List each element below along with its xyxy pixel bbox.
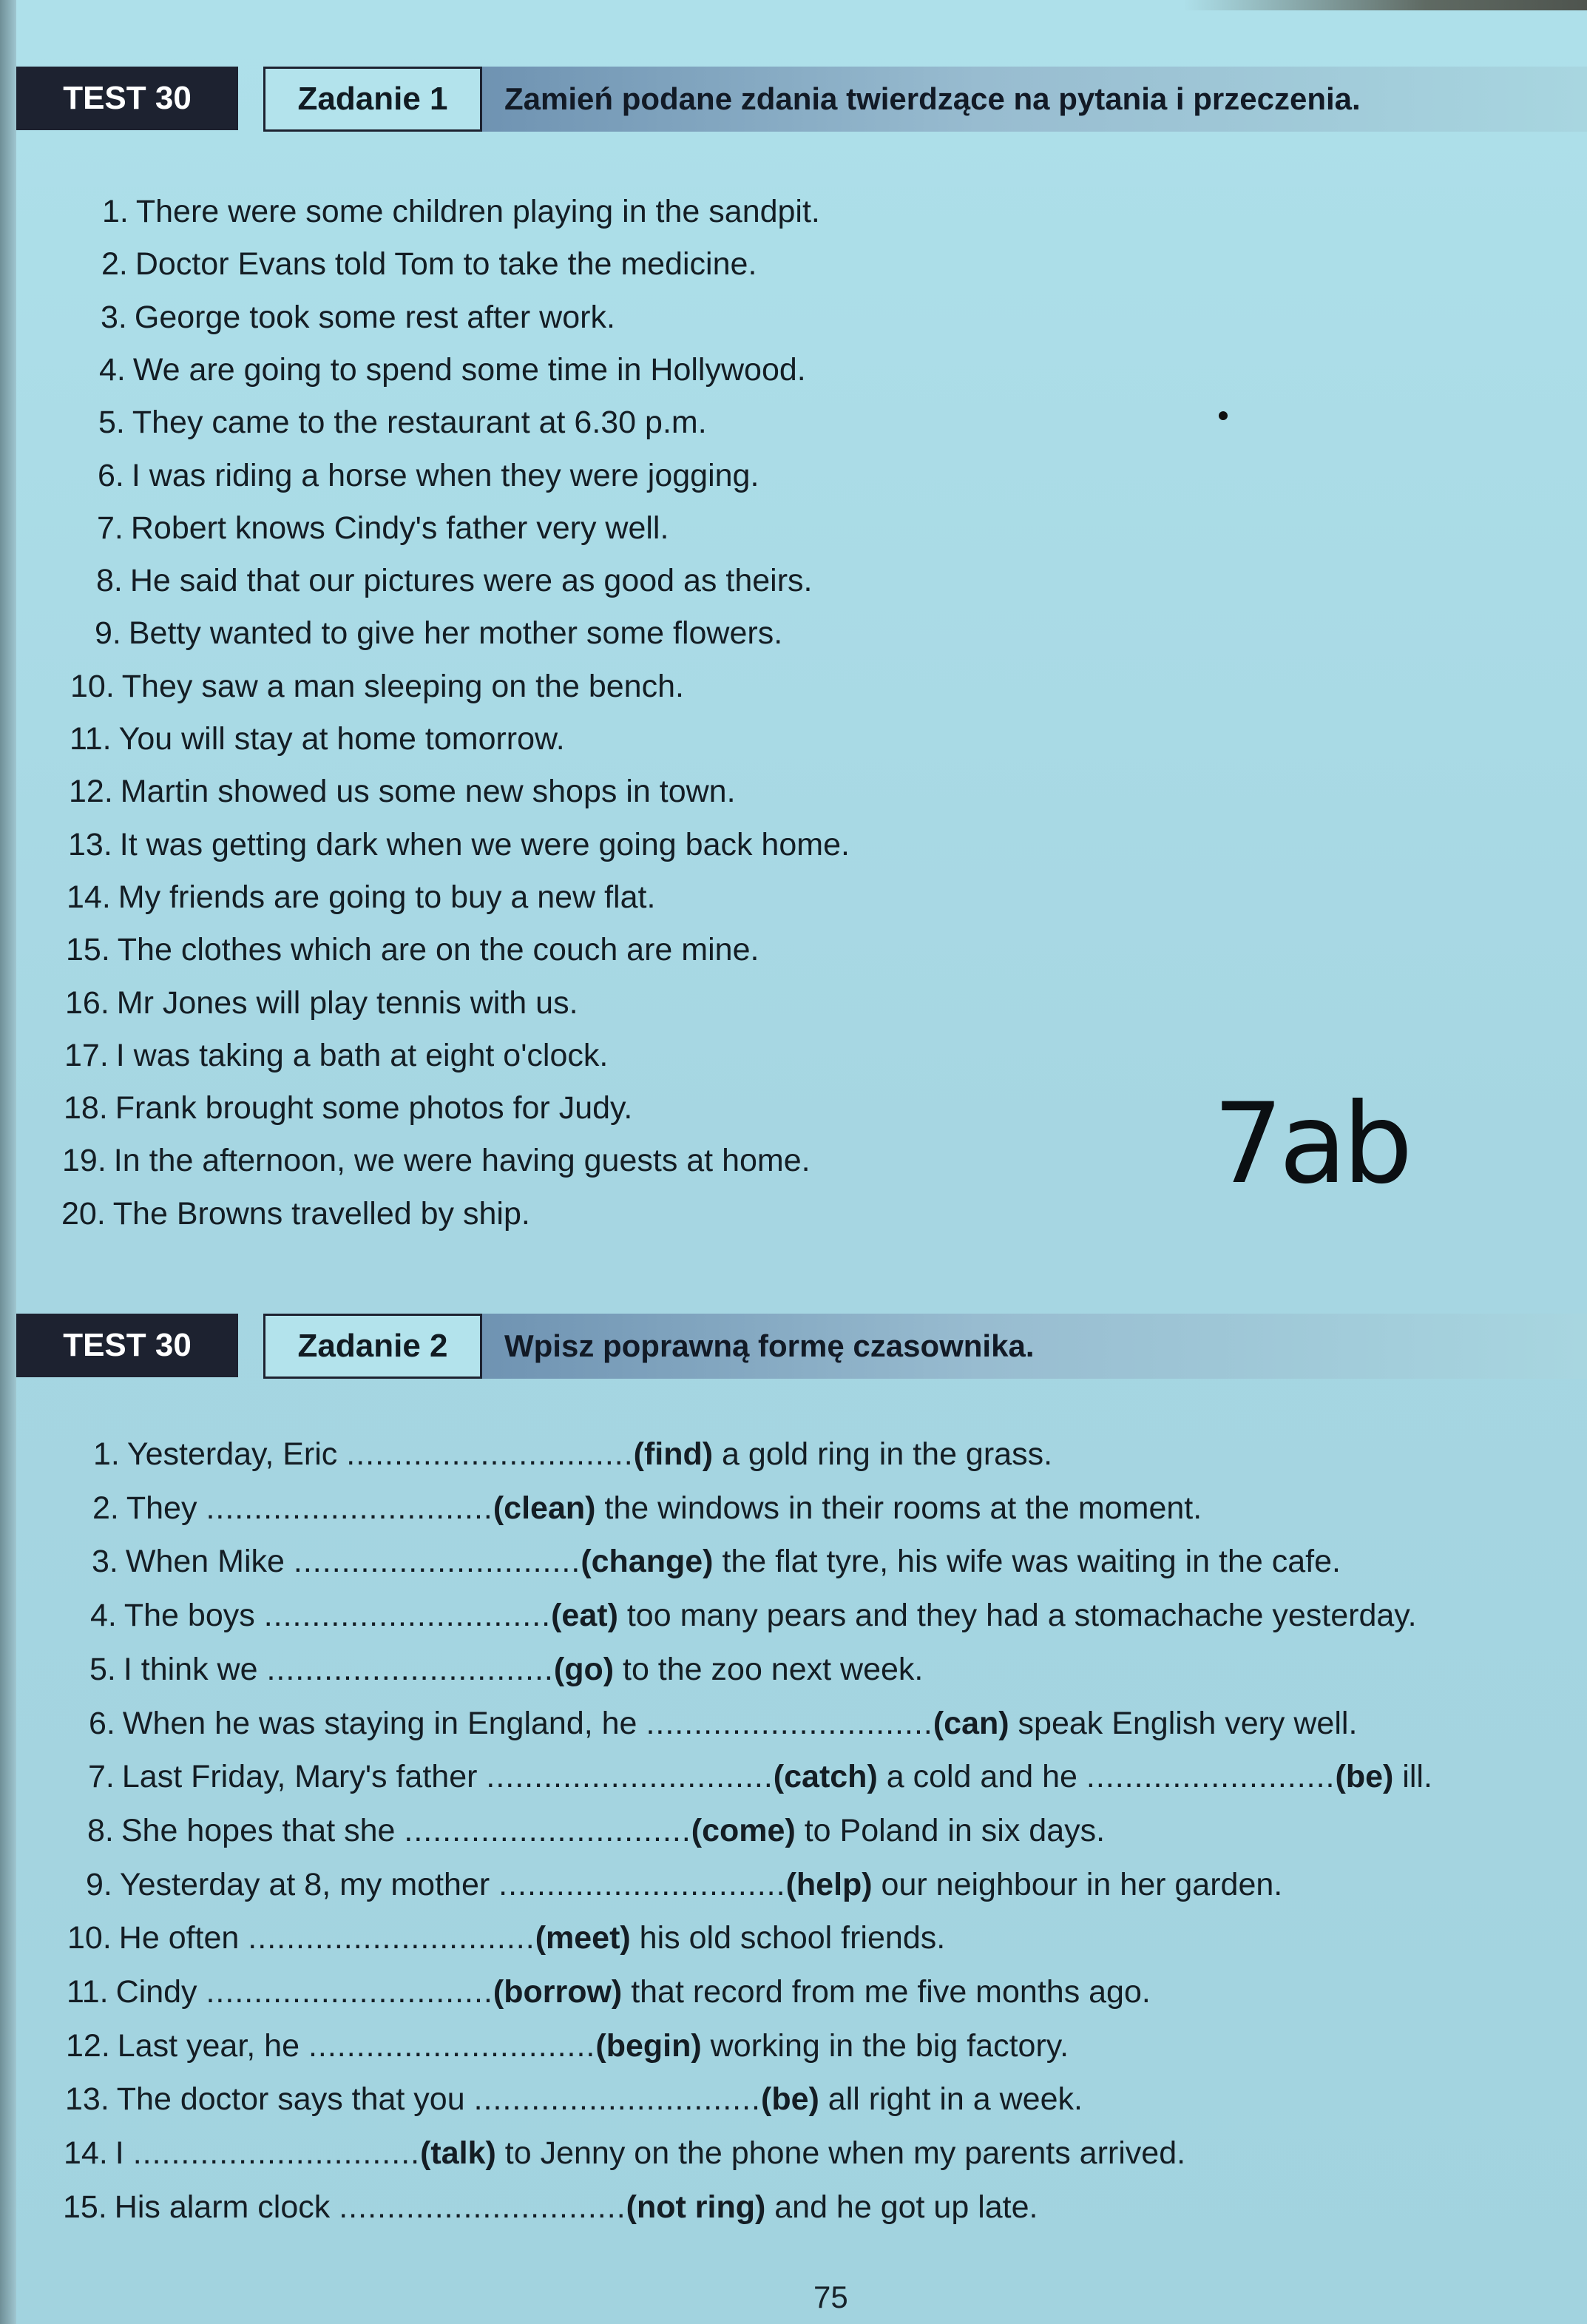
sentence-item	[70, 721, 565, 757]
item-text: There were some children playing in the sandpit.	[135, 194, 820, 229]
verb-hint: (catch)	[773, 1759, 878, 1795]
fill-in-item	[88, 1759, 1432, 1795]
verb-hint: (clean)	[493, 1490, 596, 1526]
item-after: working in the big factory.	[701, 2027, 1069, 2064]
verb-hint: (eat)	[551, 1598, 618, 1634]
answer-blank: ..............................	[339, 2189, 626, 2225]
answer-blank: ..............................	[132, 2135, 421, 2172]
answer-blank-2: ..........................	[1086, 1759, 1336, 1795]
sentence-item	[101, 300, 615, 336]
item-before: When Mike	[125, 1544, 285, 1580]
item-number: 11.	[67, 1974, 109, 2010]
verb-hint: (help)	[785, 1866, 873, 1902]
item-number: 14.	[64, 2135, 108, 2172]
fill-in-item	[67, 1974, 1151, 2010]
item-text: He said that our pictures were as good as theirs.	[129, 563, 813, 599]
item-text: Robert knows Cindy's father very well.	[130, 510, 669, 546]
item-number: 10.	[67, 1920, 112, 1956]
fill-in-item	[67, 1920, 945, 1956]
top-shadow	[1183, 0, 1587, 10]
section2-instruction: Wpisz poprawną formę czasownika.	[504, 1328, 1035, 1363]
sentence-item	[65, 985, 578, 1021]
item-text: Frank brought some photos for Judy.	[115, 1090, 633, 1126]
book-spine-edge	[0, 0, 16, 2324]
item-before: Cindy	[115, 1974, 197, 2010]
item-number: 3.	[101, 299, 127, 335]
verb-hint: (be)	[761, 2081, 819, 2118]
fill-in-item	[93, 1436, 1052, 1473]
fill-in-item	[87, 1813, 1105, 1849]
sentence-item	[98, 458, 759, 494]
fill-in-item	[90, 1598, 1417, 1634]
item-number: 15.	[66, 932, 110, 968]
fill-in-item	[86, 1867, 1282, 1903]
item-before: Last year, he	[117, 2027, 300, 2064]
sentence-item	[66, 932, 759, 968]
sentence-item	[101, 246, 757, 283]
answer-blank: ..............................	[498, 1866, 786, 1902]
answer-blank: ..............................	[646, 1705, 933, 1741]
item-text: The Browns travelled by ship.	[112, 1195, 530, 1232]
fill-in-item	[65, 2081, 1083, 2118]
section1-header	[16, 67, 1587, 133]
item-text: Mr Jones will play tennis with us.	[116, 984, 578, 1021]
section1-task-label: Zadanie 1	[263, 67, 482, 132]
fill-in-item	[66, 2028, 1069, 2064]
item-number: 2.	[101, 246, 128, 283]
sentence-item	[64, 1038, 608, 1074]
page-number: 75	[813, 2280, 848, 2314]
sentence-item	[69, 774, 736, 810]
ink-speck	[1219, 411, 1228, 420]
item-number: 4.	[90, 1598, 117, 1634]
item-number: 20.	[61, 1195, 106, 1232]
section2-header	[16, 1314, 1587, 1380]
answer-blank: ..............................	[248, 1920, 535, 1956]
item-number: 1.	[102, 194, 129, 229]
item-number: 7.	[88, 1759, 115, 1795]
item-after: all right in a week.	[819, 2081, 1083, 2118]
item-number: 5.	[98, 405, 125, 441]
item-number: 18.	[64, 1090, 108, 1126]
section2-instruction-band	[482, 1314, 1587, 1379]
item-text: You will stay at home tomorrow.	[118, 721, 565, 757]
item-number: 1.	[93, 1436, 120, 1472]
item-text: They saw a man sleeping on the bench.	[121, 668, 684, 704]
item-before: Last Friday, Mary's father	[121, 1759, 478, 1795]
item-text: Betty wanted to give her mother some flowers.	[128, 615, 783, 652]
verb-hint: (find)	[633, 1436, 714, 1472]
sentence-item	[68, 827, 850, 863]
item-number: 10.	[70, 668, 115, 704]
item-after: to the zoo next week.	[614, 1651, 924, 1687]
section2-test-label: TEST 30	[16, 1314, 238, 1377]
answer-blank: ..............................	[404, 1812, 691, 1848]
fill-in-item	[64, 2135, 1185, 2172]
item-after: too many pears and they had a stomachache yesterday.	[617, 1598, 1417, 1634]
item-number: 9.	[86, 1866, 112, 1902]
item-text: I was taking a bath at eight o'clock.	[115, 1037, 609, 1073]
item-number: 13.	[65, 2081, 109, 2118]
verb-hint: (begin)	[595, 2027, 702, 2064]
item-number: 14.	[67, 879, 111, 915]
item-after: a gold ring in the grass.	[713, 1436, 1053, 1472]
sentence-item	[96, 563, 812, 599]
item-number: 8.	[87, 1812, 114, 1848]
section2-task-label: Zadanie 2	[263, 1314, 482, 1379]
sentence-item	[67, 879, 655, 916]
item-before: His alarm clock	[114, 2189, 331, 2225]
sentence-item	[95, 615, 782, 652]
sentence-item	[62, 1143, 811, 1179]
item-number: 9.	[95, 615, 121, 652]
section1-instruction-band	[482, 67, 1587, 132]
item-after: and he got up late.	[765, 2189, 1038, 2225]
item-number: 2.	[92, 1490, 119, 1526]
item-number: 12.	[69, 774, 113, 810]
sentence-item	[64, 1090, 632, 1126]
item-before: Yesterday at 8, my mother	[119, 1866, 490, 1902]
verb-hint: (can)	[933, 1705, 1009, 1741]
item-after: to Poland in six days.	[795, 1812, 1106, 1848]
item-after: a cold and he	[877, 1759, 1077, 1795]
item-after: to Jenny on the phone when my parents arrived.	[495, 2135, 1186, 2172]
answer-blank: ..............................	[263, 1598, 552, 1634]
item-number: 17.	[64, 1037, 109, 1073]
sentence-item	[70, 669, 684, 705]
item-before: The boys	[123, 1598, 255, 1634]
item-before: They	[126, 1490, 197, 1526]
item-text: George took some rest after work.	[134, 299, 615, 335]
verb-hint: (change)	[581, 1544, 714, 1580]
answer-blank: ..............................	[486, 1759, 774, 1795]
sentence-item	[61, 1196, 530, 1232]
item-number: 7.	[97, 510, 123, 546]
item-after: his old school friends.	[630, 1920, 946, 1956]
item-after: our neighbour in her garden.	[872, 1866, 1283, 1902]
sentence-item	[102, 194, 820, 230]
answer-blank: ..............................	[206, 1490, 493, 1526]
item-after-2: ill.	[1393, 1759, 1432, 1795]
item-text: I was riding a horse when they were jogging.	[131, 457, 759, 493]
item-number: 5.	[89, 1651, 116, 1687]
verb-hint-2: (be)	[1335, 1759, 1394, 1795]
verb-hint: (borrow)	[493, 1974, 623, 2010]
verb-hint: (come)	[691, 1812, 796, 1848]
sentence-item	[97, 510, 669, 547]
item-number: 6.	[98, 457, 124, 493]
sentence-item	[98, 405, 707, 441]
item-text: We are going to spend some time in Hollywood.	[132, 351, 806, 388]
item-before: He often	[118, 1920, 240, 1956]
item-before: When he was staying in England, he	[122, 1705, 637, 1741]
item-before: Yesterday, Eric	[126, 1436, 338, 1472]
fill-in-item	[92, 1544, 1341, 1580]
item-text: Martin showed us some new shops in town.	[120, 774, 736, 810]
fill-in-item	[92, 1490, 1202, 1527]
answer-blank: ..............................	[206, 1974, 493, 2010]
item-number: 11.	[70, 721, 112, 757]
answer-blank: ..............................	[293, 1544, 581, 1580]
item-before: The doctor says that you	[116, 2081, 465, 2118]
item-before: I think we	[123, 1651, 258, 1687]
verb-hint: (meet)	[535, 1920, 631, 1956]
answer-blank: ..............................	[346, 1436, 634, 1472]
item-number: 6.	[89, 1705, 115, 1741]
item-number: 13.	[68, 826, 112, 862]
item-number: 3.	[92, 1544, 118, 1580]
verb-hint: (go)	[553, 1651, 615, 1687]
section1-instruction: Zamień podane zdania twierdzące na pytania i przeczenia.	[504, 81, 1361, 116]
item-text: It was getting dark when we were going back home.	[119, 826, 850, 862]
item-text: They came to the restaurant at 6.30 p.m.	[132, 405, 707, 441]
item-text: Doctor Evans told Tom to take the medicine.	[135, 246, 757, 283]
item-number: 8.	[96, 563, 123, 599]
item-after: the flat tyre, his wife was waiting in the cafe.	[713, 1544, 1341, 1580]
fill-in-item	[63, 2189, 1038, 2226]
answer-blank: ..............................	[266, 1651, 554, 1687]
item-number: 19.	[62, 1143, 106, 1179]
answer-blank: ..............................	[473, 2081, 761, 2118]
item-number: 12.	[66, 2027, 110, 2064]
item-after: that record from me five months ago.	[622, 1974, 1151, 2010]
handwritten-note: 7ab	[1213, 1080, 1409, 1209]
item-number: 4.	[99, 351, 126, 388]
item-after: speak English very well.	[1009, 1705, 1358, 1741]
verb-hint: (not ring)	[626, 2189, 766, 2225]
section1-test-label: TEST 30	[16, 67, 238, 130]
item-text: The clothes which are on the couch are mine.	[117, 932, 759, 968]
sentence-item	[99, 352, 806, 388]
item-before: I	[115, 2135, 124, 2172]
item-text: In the afternoon, we were having guests at home.	[113, 1143, 811, 1179]
item-before: She hopes that she	[121, 1812, 396, 1848]
fill-in-item	[89, 1652, 923, 1688]
answer-blank: ..............................	[308, 2027, 596, 2064]
fill-in-item	[89, 1706, 1357, 1742]
item-number: 16.	[65, 984, 109, 1021]
verb-hint: (talk)	[420, 2135, 496, 2172]
item-number: 15.	[63, 2189, 107, 2225]
item-text: My friends are going to buy a new flat.	[118, 879, 656, 915]
item-after: the windows in their rooms at the moment.	[595, 1490, 1202, 1526]
